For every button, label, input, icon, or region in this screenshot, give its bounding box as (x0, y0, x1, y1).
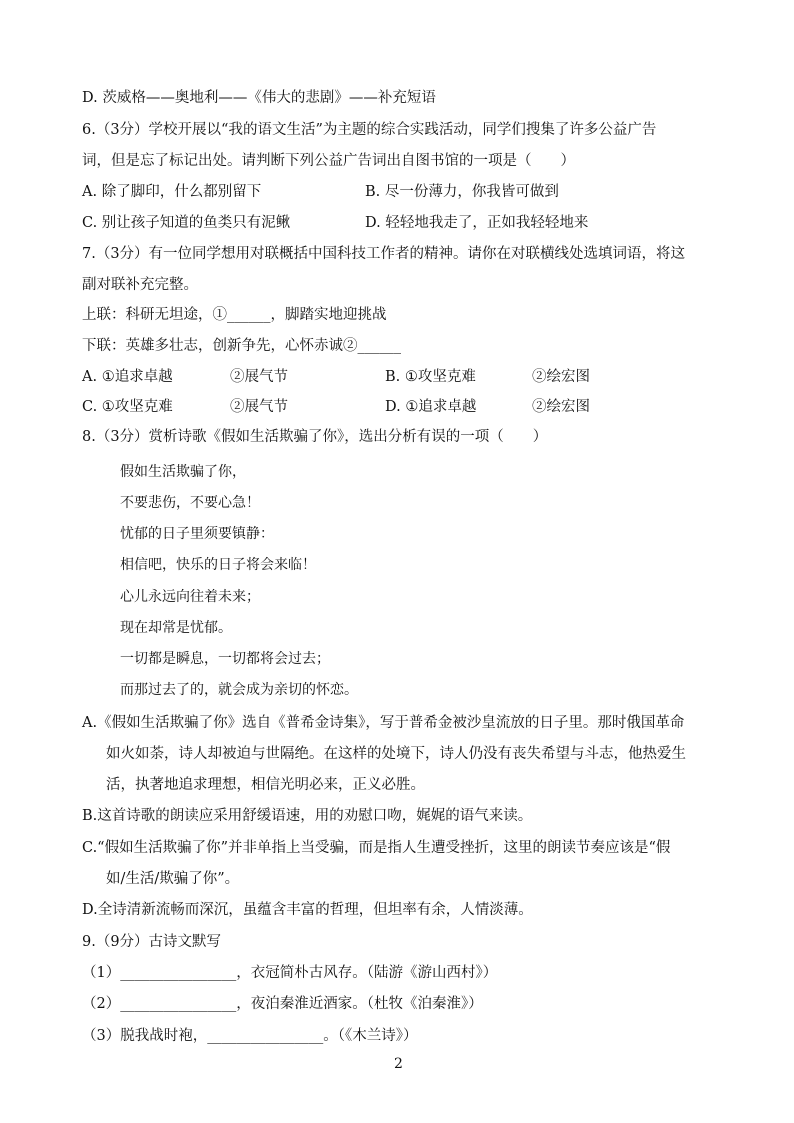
q6-option-b: B. 尽一份薄力，你我皆可做到 (365, 184, 559, 200)
poem-line-1: 假如生活欺骗了你， (120, 464, 246, 480)
q7-option-b-2: ②绘宏图 (532, 369, 590, 385)
poem-line-8: 而那过去了的，就会成为亲切的怀恋。 (120, 682, 358, 698)
q6-option-d: D. 轻轻地我走了，正如我轻轻地来 (365, 215, 589, 231)
q8-option-c-line2: 如/生活/欺骗了你”。 (106, 871, 240, 887)
q7-stem-line1: 7.（3分）有一位同学想用对联概括中国科技工作者的精神。请你在对联横线处选填词语，将这 (82, 246, 686, 262)
poem-line-4: 相信吧，快乐的日子将会来临！ (120, 557, 316, 573)
poem-line-3: 忧郁的日子里须要镇静： (120, 526, 274, 542)
q7-option-a-1: A. ①追求卓越 (82, 369, 173, 385)
q9-item-2: （2）________________，夜泊秦淮近酒家。（杜牧《泊秦淮》） (82, 996, 483, 1012)
q7-option-d-1: D. ①追求卓越 (385, 399, 477, 415)
q9-stem: 9.（9分）古诗文默写 (82, 934, 222, 950)
q7-stem-line2: 副对联补充完整。 (82, 277, 198, 293)
q8-option-a-line3: 活，执著地追求理想，相信光明必来，正义必胜。 (106, 777, 425, 793)
page-number: 2 (394, 1056, 403, 1072)
q9-item-1: （1）________________，衣冠简朴古风存。（陆游《游山西村》） (82, 965, 498, 981)
poem-line-5: 心儿永远向往着未来； (120, 589, 260, 605)
q7-option-a-2: ②展气节 (230, 369, 288, 385)
q6-option-c: C. 别让孩子知道的鱼类只有泥鳅 (82, 215, 291, 231)
q8-option-d: D.全诗清新流畅而深沉，虽蕴含丰富的哲理，但坦率有余，人情淡薄。 (82, 902, 533, 918)
poem-line-6: 现在却常是忧郁。 (120, 620, 232, 636)
q7-upper-couplet: 上联：科研无坦途，①______，脚踏实地迎挑战 (82, 307, 387, 323)
poem-line-7: 一切都是瞬息，一切都将会过去； (120, 651, 330, 667)
q7-option-c-1: C. ①攻坚克难 (82, 399, 173, 415)
q6-stem-line2: 词，但是忘了标记出处。请判断下列公益广告词出自图书馆的一项是（ ） (82, 153, 575, 169)
q7-lower-couplet: 下联：英雄多壮志，创新争先，心怀赤诚②______ (82, 338, 401, 354)
q8-stem: 8.（3分）赏析诗歌《假如生活欺骗了你》，选出分析有误的一项（ ） (82, 429, 548, 445)
q8-option-a-line2: 如火如荼，诗人却被迫与世隔绝。在这样的处境下，诗人仍没有丧失希望与斗志，他热爱生 (106, 746, 686, 762)
q7-option-c-2: ②展气节 (230, 399, 288, 415)
q9-item-3: （3）脱我战时袍，________________。（《木兰诗》） (82, 1028, 418, 1044)
q8-option-a-line1: A.《假如生活欺骗了你》选自《普希金诗集》，写于普希金被沙皇流放的日子里。那时俄国革命 (82, 715, 685, 731)
q7-option-d-2: ②绘宏图 (532, 399, 590, 415)
q5-option-d: D. 茨威格——奥地利——《伟大的悲剧》——补充短语 (82, 90, 436, 106)
q7-option-b-1: B. ①攻坚克难 (385, 369, 476, 385)
q8-option-b: B.这首诗歌的朗读应采用舒缓语速，用的劝慰口吻，娓娓的语气来读。 (82, 808, 533, 824)
q8-option-c-line1: C.“假如生活欺骗了你”并非单指上当受骗，而是指人生遭受挫折，这里的朗读节奏应该是“假 (82, 840, 671, 856)
poem-line-2: 不要悲伤，不要心急！ (120, 495, 260, 511)
q6-option-a: A. 除了脚印，什么都别留下 (82, 184, 262, 200)
q6-stem-line1: 6.（3分）学校开展以“我的语文生活”为主题的综合实践活动，同学们搜集了许多公益广告 (82, 122, 657, 138)
